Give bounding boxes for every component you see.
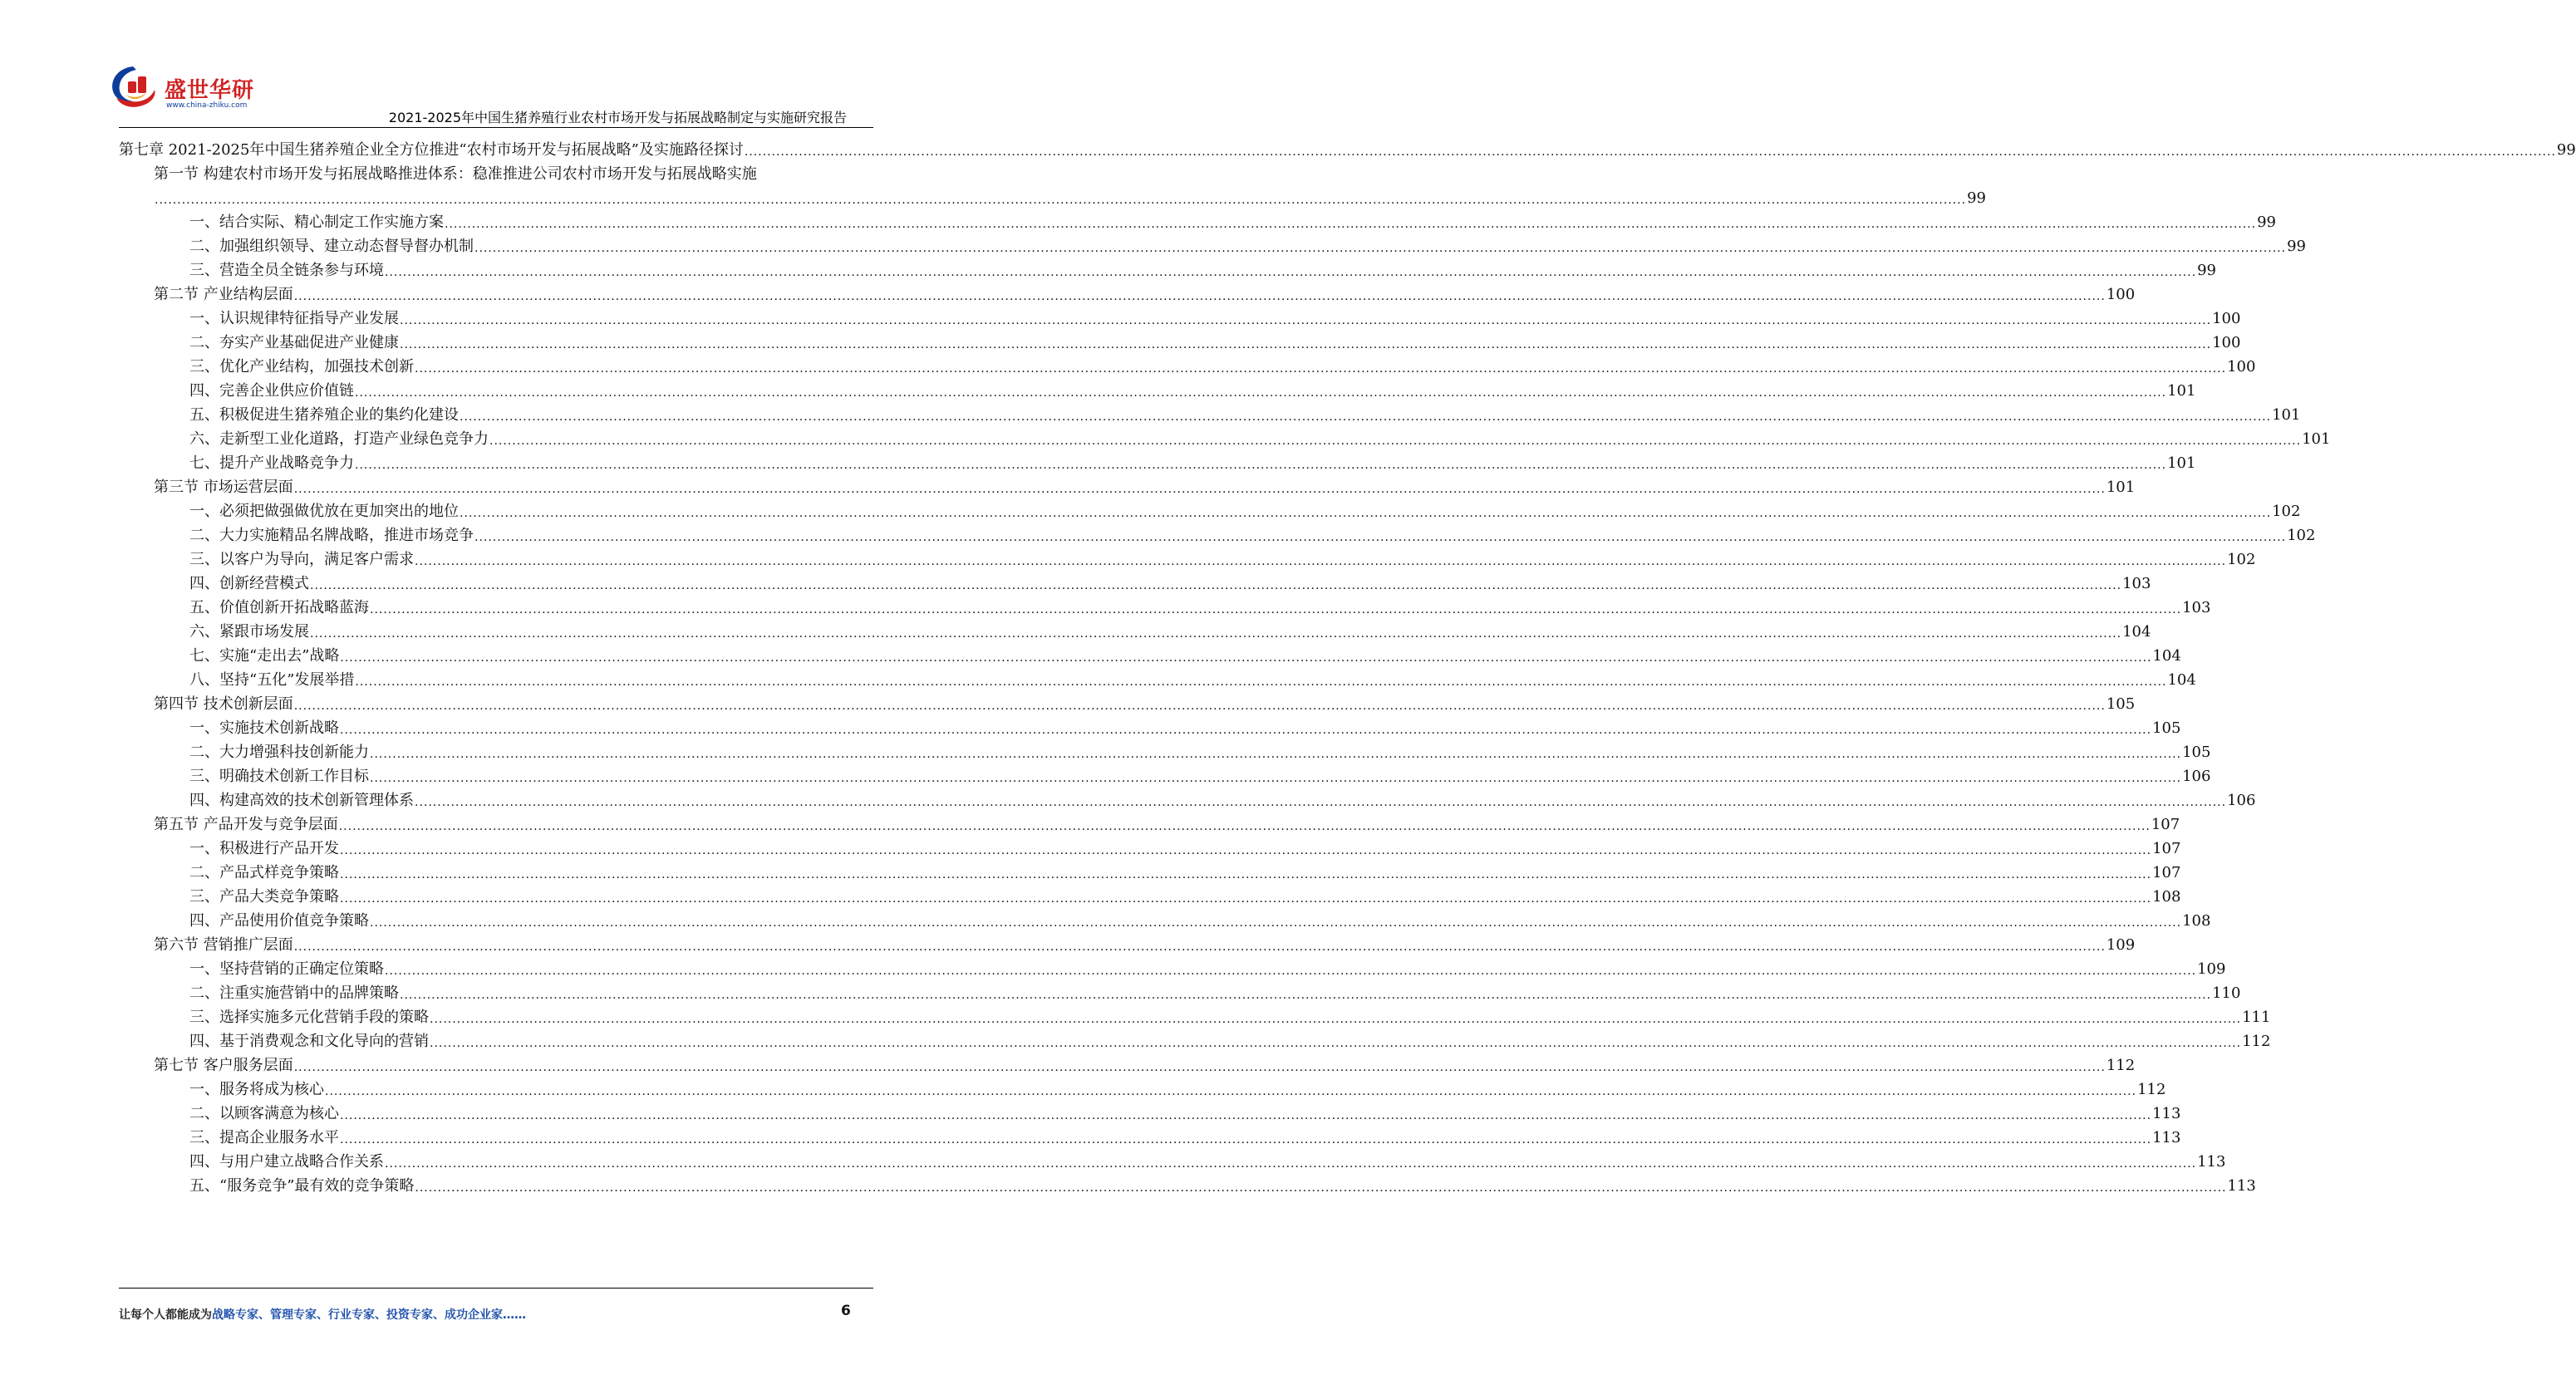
toc-page-number: 108 (2182, 912, 2211, 930)
toc-item[interactable] (189, 544, 2256, 569)
toc-title: 第一节 构建农村市场开发与拓展战略推进体系：稳准推进公司农村市场开发与拓展战略实施 (154, 165, 757, 183)
toc-leader-dots: ................................................................................................................................................................................................................................................................................................................................................................................................................ (744, 145, 2556, 159)
toc-title: 三、明确技术创新工作目标 (189, 768, 369, 785)
company-logo (116, 65, 283, 123)
toc-item[interactable] (189, 1146, 2226, 1171)
toc-section[interactable] (154, 809, 2180, 834)
toc-leader-dots: ................................................................................................................................................................................................................................................................................................................................................................................................................ (293, 700, 2106, 713)
toc-item[interactable] (189, 1074, 2166, 1099)
toc-title: 四、创新经营模式 (189, 575, 309, 592)
toc-item[interactable] (189, 568, 2151, 593)
toc-page-number: 100 (2212, 310, 2241, 327)
toc-item[interactable] (189, 857, 2181, 882)
footer-slogan (119, 1306, 526, 1323)
toc-leader-dots: ................................................................................................................................................................................................................................................................................................................................................................................................................ (430, 1013, 2242, 1026)
toc-section[interactable] (154, 930, 2136, 955)
toc-item[interactable] (189, 520, 2316, 545)
toc-leader-dots: ................................................................................................................................................................................................................................................................................................................................................................................................................ (355, 675, 2167, 689)
toc-item[interactable] (189, 400, 2301, 425)
toc-leader-dots: ................................................................................................................................................................................................................................................................................................................................................................................................................ (293, 940, 2106, 954)
toc-title: 五、价值创新开拓战略蓝海 (189, 599, 369, 616)
toc-leader-dots: ................................................................................................................................................................................................................................................................................................................................................................................................................ (370, 772, 2182, 785)
toc-leader-dots: ................................................................................................................................................................................................................................................................................................................................................................................................................ (430, 1037, 2242, 1050)
toc-leader-dots: ................................................................................................................................................................................................................................................................................................................................................................................................................ (338, 820, 2151, 833)
toc-leader-dots: ................................................................................................................................................................................................................................................................................................................................................................................................................ (310, 579, 2122, 592)
toc-page-number: 112 (2106, 1057, 2136, 1074)
toc-page-number: 101 (2167, 454, 2196, 472)
toc-item[interactable] (189, 1098, 2181, 1123)
toc-title: 第七章 2021-2025年中国生猪养殖企业全方位推进“农村市场开发与拓展战略”及实施路径探讨 (119, 141, 744, 159)
toc-title: 二、加强组织领导、建立动态督导督办机制 (189, 238, 474, 255)
toc-item[interactable] (189, 785, 2256, 810)
toc-title: 四、基于消费观念和文化导向的营销 (189, 1033, 429, 1050)
toc-item[interactable] (189, 327, 2241, 352)
toc-leader-dots: ................................................................................................................................................................................................................................................................................................................................................................................................................ (355, 459, 2167, 472)
toc-title: 三、营造全员全链条参与环境 (189, 262, 384, 279)
toc-title: 五、“服务竞争”最有效的竞争策略 (189, 1177, 415, 1195)
toc-title: 三、选择实施多元化营销手段的策略 (189, 1009, 429, 1026)
toc-title: 六、走新型工业化道路，打造产业绿色竞争力 (189, 430, 489, 448)
toc-item[interactable] (189, 424, 2331, 449)
toc-page-number: 99 (2556, 141, 2576, 159)
toc-page-number: 110 (2212, 984, 2241, 1002)
toc-page-number: 113 (2152, 1105, 2181, 1122)
toc-leader-dots: ................................................................................................................................................................................................................................................................................................................................................................................................................ (340, 724, 2152, 737)
toc-title: 一、坚持营销的正确定位策略 (189, 960, 384, 978)
toc-title: 二、注重实施营销中的品牌策略 (189, 984, 399, 1002)
toc-page-number: 113 (2227, 1177, 2256, 1195)
slogan-highlight: 战略专家、管理专家、行业专家、投资专家、成功企业家…… (212, 1308, 526, 1322)
toc-title: 一、认识规律特征指导产业发展 (189, 310, 399, 327)
toc-item[interactable] (189, 616, 2151, 641)
toc-title: 三、以客户为导向，满足客户需求 (189, 551, 414, 568)
toc-page-number: 102 (2287, 527, 2316, 544)
toc-title: 第四节 技术创新层面 (154, 695, 293, 713)
toc-title: 五、积极促进生猪养殖企业的集约化建设 (189, 406, 459, 424)
toc-page-number: 99 (2257, 214, 2276, 231)
toc-section[interactable] (154, 472, 2136, 497)
toc-leader-dots: ................................................................................................................................................................................................................................................................................................................................................................................................................ (445, 218, 2257, 231)
toc-page-number: 101 (2106, 479, 2136, 496)
toc-item[interactable] (189, 978, 2241, 1003)
toc-title: 二、大力增强科技创新能力 (189, 744, 369, 761)
toc-title: 二、大力实施精品名牌战略，推进市场竞争 (189, 527, 474, 544)
toc-leader-dots: ................................................................................................................................................................................................................................................................................................................................................................................................................ (474, 242, 2287, 255)
toc-leader-dots: ................................................................................................................................................................................................................................................................................................................................................................................................................ (325, 1085, 2137, 1098)
toc-item[interactable] (189, 713, 2181, 738)
toc-title: 第二节 产业结构层面 (154, 286, 293, 303)
toc-page-number: 100 (2212, 334, 2241, 351)
toc-item[interactable] (189, 448, 2196, 473)
toc-title: 一、必须把做强做优放在更加突出的地位 (189, 503, 459, 520)
toc-page-number: 107 (2152, 864, 2181, 881)
toc-page-number: 101 (2272, 406, 2301, 424)
toc-page-number: 105 (2182, 744, 2211, 761)
toc-page-number: 99 (1967, 189, 1986, 207)
toc-section[interactable] (154, 159, 875, 184)
toc-leader-dots: ................................................................................................................................................................................................................................................................................................................................................................................................................ (293, 483, 2106, 496)
toc-page-number: 109 (2197, 960, 2226, 978)
toc-page-number: 108 (2152, 888, 2181, 906)
toc-page-number: 101 (2167, 382, 2196, 400)
toc-page-number: 102 (2272, 503, 2301, 520)
toc-page-number: 111 (2242, 1009, 2271, 1026)
toc-leader-dots: ................................................................................................................................................................................................................................................................................................................................................................................................................ (385, 266, 2197, 279)
toc-title: 三、优化产业结构，加强技术创新 (189, 358, 414, 376)
logo-swoosh-icon (108, 61, 158, 120)
toc-leader-dots: ................................................................................................................................................................................................................................................................................................................................................................................................................ (474, 531, 2287, 544)
toc-leader-dots: ................................................................................................................................................................................................................................................................................................................................................................................................................ (400, 338, 2212, 351)
toc-item[interactable] (189, 881, 2181, 906)
toc-leader-dots: ................................................................................................................................................................................................................................................................................................................................................................................................................ (340, 1133, 2152, 1146)
toc-title: 二、以顾客满意为核心 (189, 1105, 339, 1122)
toc-title: 三、产品大类竞争策略 (189, 888, 339, 906)
toc-title: 四、与用户建立战略合作关系 (189, 1153, 384, 1171)
toc-page-number: 112 (2137, 1081, 2166, 1098)
toc-chapter[interactable] (119, 135, 2576, 160)
toc-leader-dots: ................................................................................................................................................................................................................................................................................................................................................................................................................ (293, 1061, 2106, 1074)
toc-item[interactable] (189, 641, 2181, 665)
toc-title: 八、坚持“五化”发展举措 (189, 671, 355, 689)
toc-title: 四、构建高效的技术创新管理体系 (189, 792, 414, 809)
toc-page-number: 101 (2302, 430, 2331, 448)
toc-page-number: 102 (2227, 551, 2256, 568)
toc-item[interactable] (189, 665, 2196, 690)
toc-leader-dots: ................................................................................................................................................................................................................................................................................................................................................................................................................ (489, 434, 2302, 448)
toc-page-number: 103 (2182, 599, 2211, 616)
toc-item[interactable] (189, 737, 2211, 762)
toc-title: 二、产品式样竞争策略 (189, 864, 339, 881)
toc-title: 四、产品使用价值竞争策略 (189, 912, 369, 930)
toc-leader-dots: ................................................................................................................................................................................................................................................................................................................................................................................................................ (400, 989, 2212, 1002)
toc-leader-dots: ................................................................................................................................................................................................................................................................................................................................................................................................................ (340, 892, 2152, 906)
toc-item[interactable] (189, 906, 2211, 930)
toc-page-number: 99 (2287, 238, 2306, 255)
toc-title: 七、提升产业战略竞争力 (189, 454, 354, 472)
toc-section[interactable] (154, 1050, 2136, 1075)
toc-item[interactable] (189, 376, 2196, 400)
toc-page-number: 104 (2122, 623, 2151, 641)
toc-item[interactable] (189, 1002, 2271, 1027)
toc-title: 四、完善企业供应价值链 (189, 382, 354, 400)
toc-item[interactable] (189, 761, 2211, 786)
toc-item[interactable] (189, 592, 2211, 617)
toc-title: 二、夯实产业基础促进产业健康 (189, 334, 399, 351)
report-title: 2021-2025年中国生猪养殖行业农村市场开发与拓展战略制定与实施研究报告 (388, 110, 847, 125)
toc-title: 第六节 营销推广层面 (154, 936, 293, 954)
toc-page-number: 106 (2227, 792, 2256, 809)
page-number: 6 (841, 1303, 851, 1319)
toc-item[interactable] (189, 496, 2301, 521)
toc-item[interactable] (189, 1171, 2256, 1195)
toc-item[interactable] (189, 255, 2216, 280)
toc-section[interactable] (154, 279, 2136, 304)
toc-page-number: 104 (2167, 671, 2196, 689)
toc-page-number: 113 (2152, 1129, 2181, 1146)
page-header (0, 0, 990, 133)
toc-item[interactable] (189, 833, 2181, 858)
toc-leader-dots: ................................................................................................................................................................................................................................................................................................................................................................................................................ (415, 1181, 2227, 1195)
toc-leader-dots: ................................................................................................................................................................................................................................................................................................................................................................................................................ (340, 651, 2152, 665)
toc-page-number: 107 (2151, 816, 2180, 833)
toc-item[interactable] (189, 351, 2256, 376)
toc-page-number: 105 (2106, 695, 2136, 713)
toc-leader-dots: ................................................................................................................................................................................................................................................................................................................................................................................................................ (340, 868, 2152, 881)
toc-section[interactable] (154, 689, 2136, 714)
toc-leader-dots: ................................................................................................................................................................................................................................................................................................................................................................................................................ (310, 627, 2122, 641)
toc-title: 一、积极进行产品开发 (189, 840, 339, 857)
toc-leader-dots: ................................................................................................................................................................................................................................................................................................................................................................................................................ (385, 965, 2197, 978)
toc-leader-dots: ................................................................................................................................................................................................................................................................................................................................................................................................................ (415, 362, 2227, 376)
toc-page-number: 104 (2152, 647, 2181, 665)
toc-title: 第七节 客户服务层面 (154, 1057, 293, 1074)
footer-divider (119, 1288, 873, 1289)
toc-leader-dots: ................................................................................................................................................................................................................................................................................................................................................................................................................ (370, 916, 2182, 930)
toc-page-number: 113 (2197, 1153, 2226, 1171)
toc-page-number: 103 (2122, 575, 2151, 592)
toc-title: 三、提高企业服务水平 (189, 1129, 339, 1146)
toc-page-number: 106 (2182, 768, 2211, 785)
toc-page-number: 109 (2106, 936, 2136, 954)
toc-leader-dots: ................................................................................................................................................................................................................................................................................................................................................................................................................ (385, 1157, 2197, 1171)
toc-item[interactable] (189, 954, 2226, 979)
toc-title: 一、服务将成为核心 (189, 1081, 324, 1098)
toc-leader-dots: ................................................................................................................................................................................................................................................................................................................................................................................................................ (460, 507, 2272, 520)
toc-leader-dots: ................................................................................................................................................................................................................................................................................................................................................................................................................ (340, 844, 2152, 857)
toc-title: 第三节 市场运营层面 (154, 479, 293, 496)
slogan-prefix: 让每个人都能成为 (119, 1308, 212, 1322)
toc-leader-dots: ................................................................................................................................................................................................................................................................................................................................................................................................................ (370, 603, 2182, 616)
toc-item[interactable] (189, 207, 2276, 232)
logo-name: 盛世华研 (165, 78, 255, 103)
toc-leader-dots: ................................................................................................................................................................................................................................................................................................................................................................................................................ (415, 796, 2227, 809)
toc-page-number: 100 (2106, 286, 2136, 303)
toc-page-number: 107 (2152, 840, 2181, 857)
logo-url: www.china-zhiku.com (166, 101, 248, 110)
toc-leader-dots: ................................................................................................................................................................................................................................................................................................................................................................................................................ (400, 314, 2212, 327)
toc-item[interactable] (189, 231, 2306, 256)
toc-page-number: 112 (2242, 1033, 2271, 1050)
toc-leader-dots: ................................................................................................................................................................................................................................................................................................................................................................................................................ (415, 555, 2227, 568)
toc-title: 一、实施技术创新战略 (189, 719, 339, 737)
toc-leader-dots: ................................................................................................................................................................................................................................................................................................................................................................................................................ (293, 290, 2106, 303)
toc-title: 一、结合实际、精心制定工作实施方案 (189, 214, 444, 231)
toc-title: 七、实施“走出去”战略 (189, 647, 340, 665)
toc-page-number: 100 (2227, 358, 2256, 376)
header-divider (119, 127, 873, 128)
toc-page-number: 105 (2152, 719, 2181, 737)
toc-leader-dots: ................................................................................................................................................................................................................................................................................................................................................................................................................ (460, 410, 2272, 424)
toc-title: 第五节 产品开发与竞争层面 (154, 816, 338, 833)
toc-page-number: 99 (2197, 262, 2216, 279)
toc-item[interactable] (189, 1122, 2181, 1147)
toc-leader-dots: ................................................................................................................................................................................................................................................................................................................................................................................................................ (155, 194, 1967, 207)
toc-title: 六、紧跟市场发展 (189, 623, 309, 641)
toc-item[interactable] (189, 1026, 2271, 1051)
toc-section[interactable] (154, 183, 1986, 208)
toc-leader-dots: ................................................................................................................................................................................................................................................................................................................................................................................................................ (355, 386, 2167, 400)
toc-leader-dots: ................................................................................................................................................................................................................................................................................................................................................................................................................ (340, 1109, 2152, 1122)
toc-item[interactable] (189, 303, 2241, 328)
toc-leader-dots: ................................................................................................................................................................................................................................................................................................................................................................................................................ (370, 748, 2182, 761)
